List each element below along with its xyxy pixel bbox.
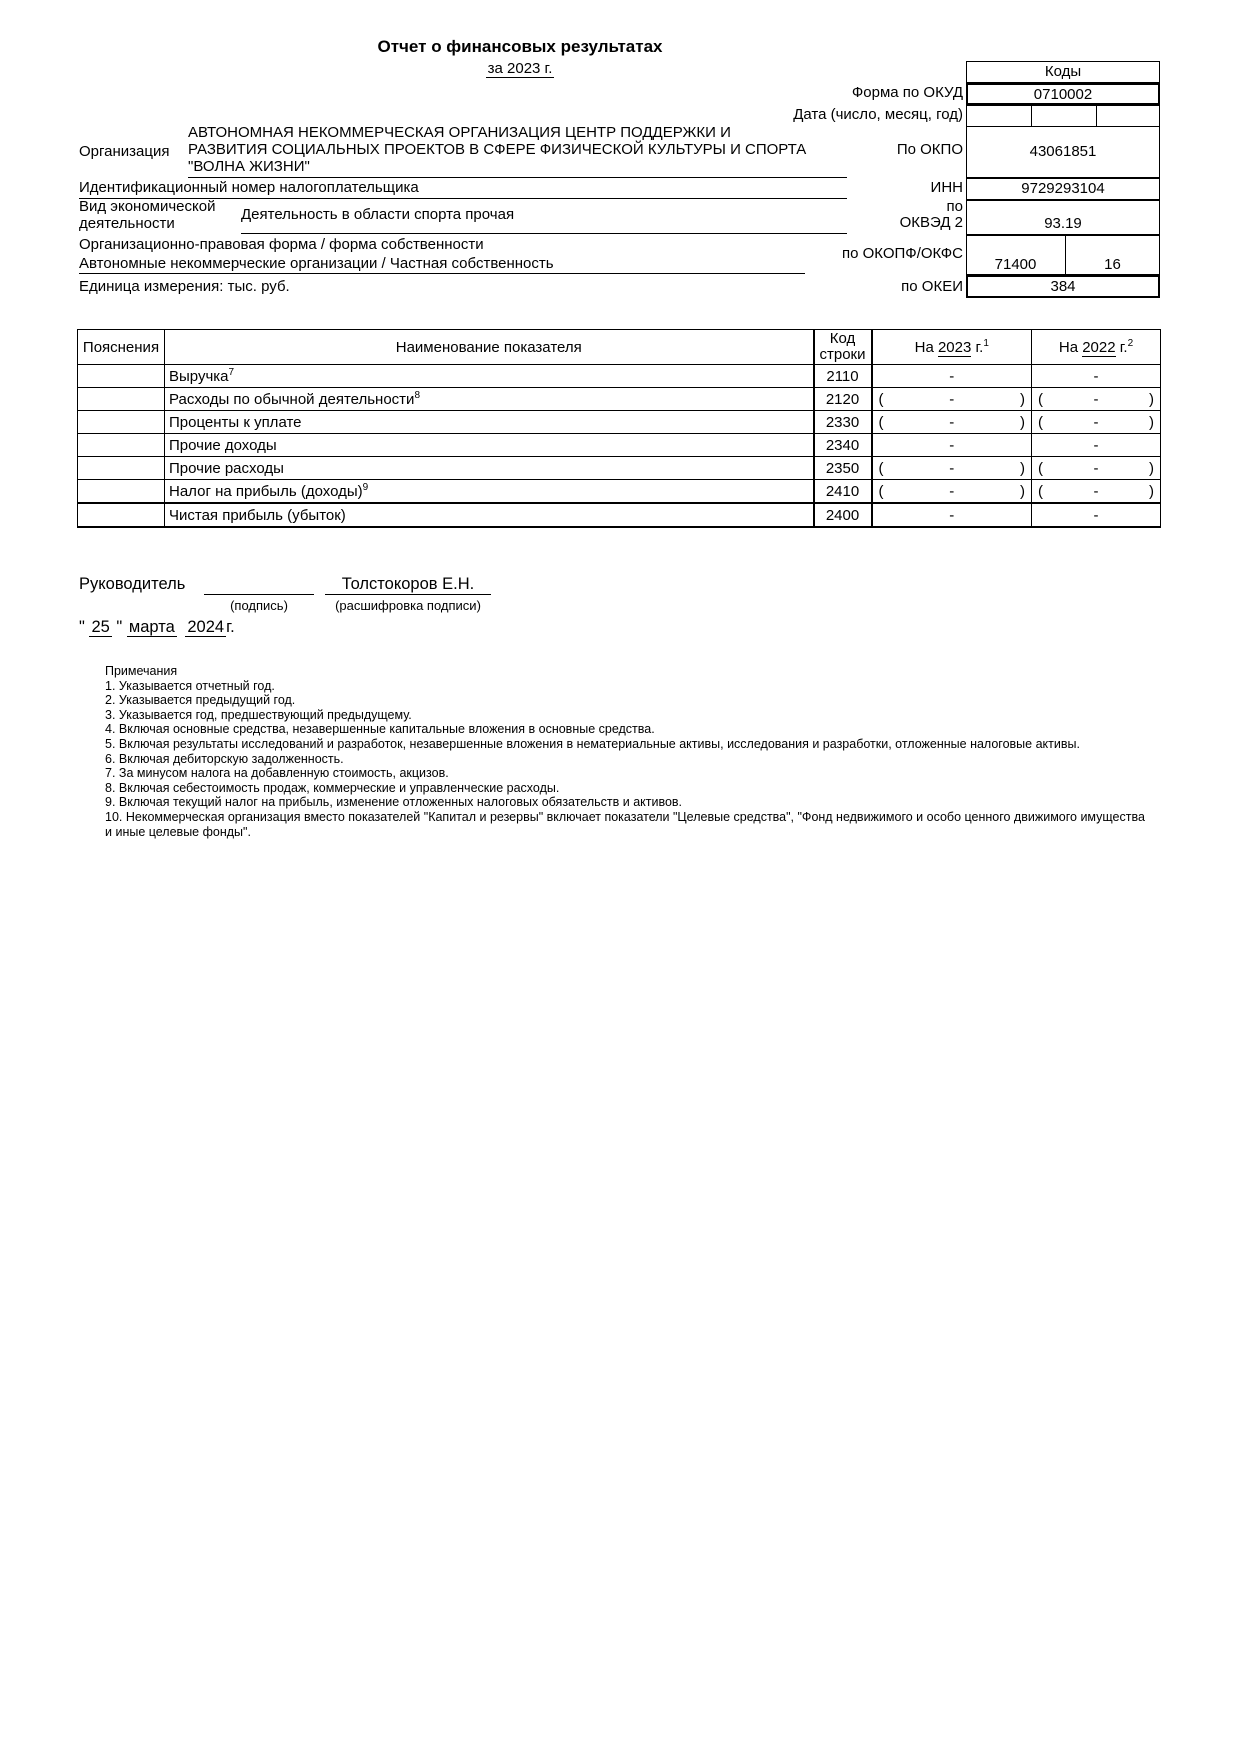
col-prev-prefix: На bbox=[1058, 338, 1079, 356]
paren-close: ) bbox=[1020, 482, 1025, 500]
codes-header: Коды bbox=[966, 61, 1160, 83]
legal-form-label: Организационно-правовая форма / форма собственности bbox=[79, 236, 484, 253]
okopf-label: по ОКОПФ/ОКФС bbox=[841, 245, 963, 262]
okved-value: 93.19 bbox=[966, 200, 1160, 235]
activity-label-1: Вид экономической bbox=[79, 198, 216, 215]
row-name: Прочие расходы bbox=[169, 459, 284, 477]
row-value-cur bbox=[872, 365, 1032, 388]
row-code: 2330 bbox=[814, 411, 872, 434]
row-footnote-ref: 8 bbox=[414, 389, 420, 401]
value: - bbox=[949, 482, 955, 500]
note-item: 3. Указывается год, предшествующий предыдущему. bbox=[105, 707, 412, 722]
row-code: 2350 bbox=[814, 457, 872, 480]
period-prefix: за bbox=[487, 60, 503, 77]
col-previous-year-header bbox=[1032, 330, 1161, 365]
row-notes-cell bbox=[78, 388, 165, 411]
note-item: 7. За минусом налога на добавленную стоимость, акцизов. bbox=[105, 766, 449, 781]
value: - bbox=[1093, 459, 1099, 477]
value: - bbox=[949, 390, 955, 408]
row-notes-cell bbox=[78, 411, 165, 434]
value: - bbox=[949, 459, 955, 477]
note-item: 1. Указывается отчетный год. bbox=[105, 678, 275, 693]
row-name-cell bbox=[165, 503, 814, 527]
inn-row-label: Идентификационный номер налогоплательщика bbox=[79, 179, 419, 196]
row-notes-cell bbox=[78, 480, 165, 504]
paren-open: ( bbox=[878, 390, 884, 408]
row-value-prev bbox=[1032, 411, 1161, 434]
paren-open: ( bbox=[1038, 482, 1043, 500]
unit-label: Единица измерения: тыс. руб. bbox=[79, 278, 290, 295]
paren-close: ) bbox=[1149, 390, 1154, 408]
col-current-year-header bbox=[872, 330, 1032, 365]
row-name: Проценты к уплате bbox=[169, 413, 302, 431]
row-value-prev bbox=[1032, 434, 1161, 457]
row-value-cur bbox=[872, 457, 1032, 480]
org-name bbox=[188, 124, 848, 175]
value: - bbox=[1093, 390, 1099, 408]
note-item: 8. Включая себестоимость продаж, коммерческие и управленческие расходы. bbox=[105, 780, 560, 795]
date-quote-open: " bbox=[79, 618, 85, 636]
col-cur-suffix: г. bbox=[975, 338, 984, 356]
inn-label: ИНН bbox=[930, 179, 963, 196]
notes-title: Примечания bbox=[105, 664, 178, 678]
row-name-cell bbox=[165, 411, 814, 434]
paren-close: ) bbox=[1020, 413, 1025, 431]
value: - bbox=[949, 413, 955, 431]
legal-form-value: Автономные некоммерческие организации / Частная собственность bbox=[79, 255, 554, 272]
value: - bbox=[949, 367, 955, 385]
table-header-row bbox=[78, 330, 1161, 365]
okei-value: 384 bbox=[966, 275, 1160, 298]
row-value-cur bbox=[872, 388, 1032, 411]
row-value-prev bbox=[1032, 388, 1161, 411]
okpo-label: По ОКПО bbox=[896, 141, 963, 158]
note-item: 9. Включая текущий налог на прибыль, изменение отложенных налоговых обязательств и активов. bbox=[105, 795, 683, 810]
okfs-value: 16 bbox=[1104, 256, 1121, 273]
row-value-cur bbox=[872, 480, 1032, 504]
row-name-cell bbox=[165, 457, 814, 480]
notes-block bbox=[105, 664, 1145, 839]
value: - bbox=[949, 506, 955, 524]
row-name-cell bbox=[165, 434, 814, 457]
col-code-header-1: Код bbox=[829, 330, 856, 347]
signature-date bbox=[79, 618, 235, 637]
paren-open: ( bbox=[1038, 390, 1043, 408]
date-value-box bbox=[966, 105, 1160, 127]
okopf-value: 71400 bbox=[994, 256, 1037, 273]
decode-caption: (расшифровка подписи) bbox=[335, 598, 481, 613]
row-footnote-ref: 7 bbox=[228, 366, 235, 378]
note-item: 4. Включая основные средства, незавершенные капитальные вложения в основные средства. bbox=[105, 722, 655, 737]
row-name: Расходы по обычной деятельности bbox=[169, 390, 415, 408]
row-code: 2400 bbox=[814, 503, 872, 527]
activity-label-2: деятельности bbox=[79, 215, 175, 232]
paren-open: ( bbox=[1038, 413, 1043, 431]
value: - bbox=[1093, 482, 1099, 500]
value: - bbox=[1093, 413, 1099, 431]
period-value: 2023 г. bbox=[507, 60, 553, 77]
table-row bbox=[78, 388, 1161, 411]
signature-name: Толстокоров Е.Н. bbox=[341, 575, 475, 593]
date-month: марта bbox=[128, 618, 175, 636]
note-item: 5. Включая результаты исследований и разработок, незавершенные вложения в нематериальные активы, исследования и разработки, отложенные налоговые активы. bbox=[105, 736, 1080, 751]
okpo-value: 43061851 bbox=[966, 126, 1160, 178]
paren-close: ) bbox=[1149, 413, 1154, 431]
note-item: 2. Указывается предыдущий год. bbox=[105, 693, 296, 708]
date-year-suffix: г. bbox=[226, 618, 235, 636]
col-cur-year: 2023 bbox=[937, 338, 972, 356]
col-name-header: Наименование показателя bbox=[165, 330, 814, 365]
org-name-line-1: АВТОНОМНАЯ НЕКОММЕРЧЕСКАЯ ОРГАНИЗАЦИЯ ЦЕНТР ПОДДЕРЖКИ И bbox=[188, 124, 731, 141]
okei-label: по ОКЕИ bbox=[901, 278, 963, 295]
org-name-line-3: "ВОЛНА ЖИЗНИ" bbox=[188, 158, 310, 175]
sign-caption: (подпись) bbox=[230, 598, 288, 613]
table-row bbox=[78, 365, 1161, 388]
row-name: Чистая прибыль (убыток) bbox=[169, 506, 346, 524]
table-row bbox=[78, 457, 1161, 480]
value: - bbox=[1093, 367, 1099, 385]
row-value-prev bbox=[1032, 480, 1161, 504]
table-row bbox=[78, 503, 1161, 527]
col-code-header bbox=[814, 330, 872, 365]
paren-open: ( bbox=[878, 482, 884, 500]
row-code: 2110 bbox=[814, 365, 872, 388]
row-name-cell bbox=[165, 388, 814, 411]
row-value-cur bbox=[872, 411, 1032, 434]
row-value-prev bbox=[1032, 457, 1161, 480]
signature-role: Руководитель bbox=[79, 575, 186, 593]
okved-label-1: по bbox=[946, 198, 963, 215]
table-row bbox=[78, 411, 1161, 434]
paren-close: ) bbox=[1149, 459, 1154, 477]
row-name: Прочие доходы bbox=[169, 436, 277, 454]
report-period bbox=[460, 60, 580, 77]
row-notes-cell bbox=[78, 457, 165, 480]
table-row bbox=[78, 480, 1161, 504]
row-name-cell bbox=[165, 480, 814, 504]
note-item: 6. Включая дебиторскую задолженность. bbox=[105, 751, 344, 766]
row-value-prev bbox=[1032, 503, 1161, 527]
col-prev-sup: 2 bbox=[1127, 337, 1134, 349]
row-code: 2410 bbox=[814, 480, 872, 504]
date-year: 2024 bbox=[187, 618, 225, 636]
col-cur-sup: 1 bbox=[983, 337, 989, 349]
row-footnote-ref: 9 bbox=[362, 481, 369, 493]
inn-value: 9729293104 bbox=[966, 178, 1160, 200]
row-value-cur bbox=[872, 434, 1032, 457]
note-item: 10. Некоммерческая организация вместо показателей "Капитал и резервы" включает показатели "Целевые средства", "Фонд недвижимого и особо ценного движимого имущества и иные целевые фонды". bbox=[105, 809, 1145, 839]
okved-label-2: ОКВЭД 2 bbox=[899, 214, 963, 231]
row-code: 2340 bbox=[814, 434, 872, 457]
col-prev-suffix: г. bbox=[1119, 338, 1128, 356]
row-value-cur bbox=[872, 503, 1032, 527]
paren-close: ) bbox=[1020, 459, 1025, 477]
paren-close: ) bbox=[1020, 390, 1025, 408]
date-quote-close: " bbox=[116, 618, 123, 636]
row-code: 2120 bbox=[814, 388, 872, 411]
row-notes-cell bbox=[78, 434, 165, 457]
org-name-line-2: РАЗВИТИЯ СОЦИАЛЬНЫХ ПРОЕКТОВ В СФЕРЕ ФИЗИЧЕСКОЙ КУЛЬТУРЫ И СПОРТА bbox=[188, 141, 807, 158]
table-row bbox=[78, 434, 1161, 457]
row-name: Налог на прибыль (доходы) bbox=[169, 482, 363, 500]
date-day: 25 bbox=[91, 618, 110, 636]
value: - bbox=[949, 436, 955, 454]
value: - bbox=[1093, 436, 1099, 454]
row-name: Выручка bbox=[169, 367, 229, 385]
col-code-header-2: строки bbox=[819, 346, 866, 363]
date-label: Дата (число, месяц, год) bbox=[793, 106, 963, 123]
col-prev-year: 2022 bbox=[1082, 338, 1116, 356]
row-notes-cell bbox=[78, 365, 165, 388]
row-name-cell bbox=[165, 365, 814, 388]
row-notes-cell bbox=[78, 503, 165, 527]
activity-value: Деятельность в области спорта прочая bbox=[241, 206, 515, 223]
paren-close: ) bbox=[1149, 482, 1154, 500]
notes-list bbox=[105, 679, 1145, 840]
col-cur-prefix: На bbox=[914, 338, 934, 356]
paren-open: ( bbox=[1038, 459, 1043, 477]
paren-open: ( bbox=[878, 459, 884, 477]
col-notes-header: Пояснения bbox=[78, 330, 165, 365]
okud-value: 0710002 bbox=[966, 83, 1160, 105]
org-label: Организация bbox=[79, 143, 170, 160]
okud-label: Форма по ОКУД bbox=[851, 84, 963, 101]
row-value-prev bbox=[1032, 365, 1161, 388]
financial-results-table bbox=[77, 329, 1161, 528]
report-title: Отчет о финансовых результатах bbox=[377, 37, 663, 56]
value: - bbox=[1093, 506, 1099, 524]
paren-open: ( bbox=[878, 413, 884, 431]
